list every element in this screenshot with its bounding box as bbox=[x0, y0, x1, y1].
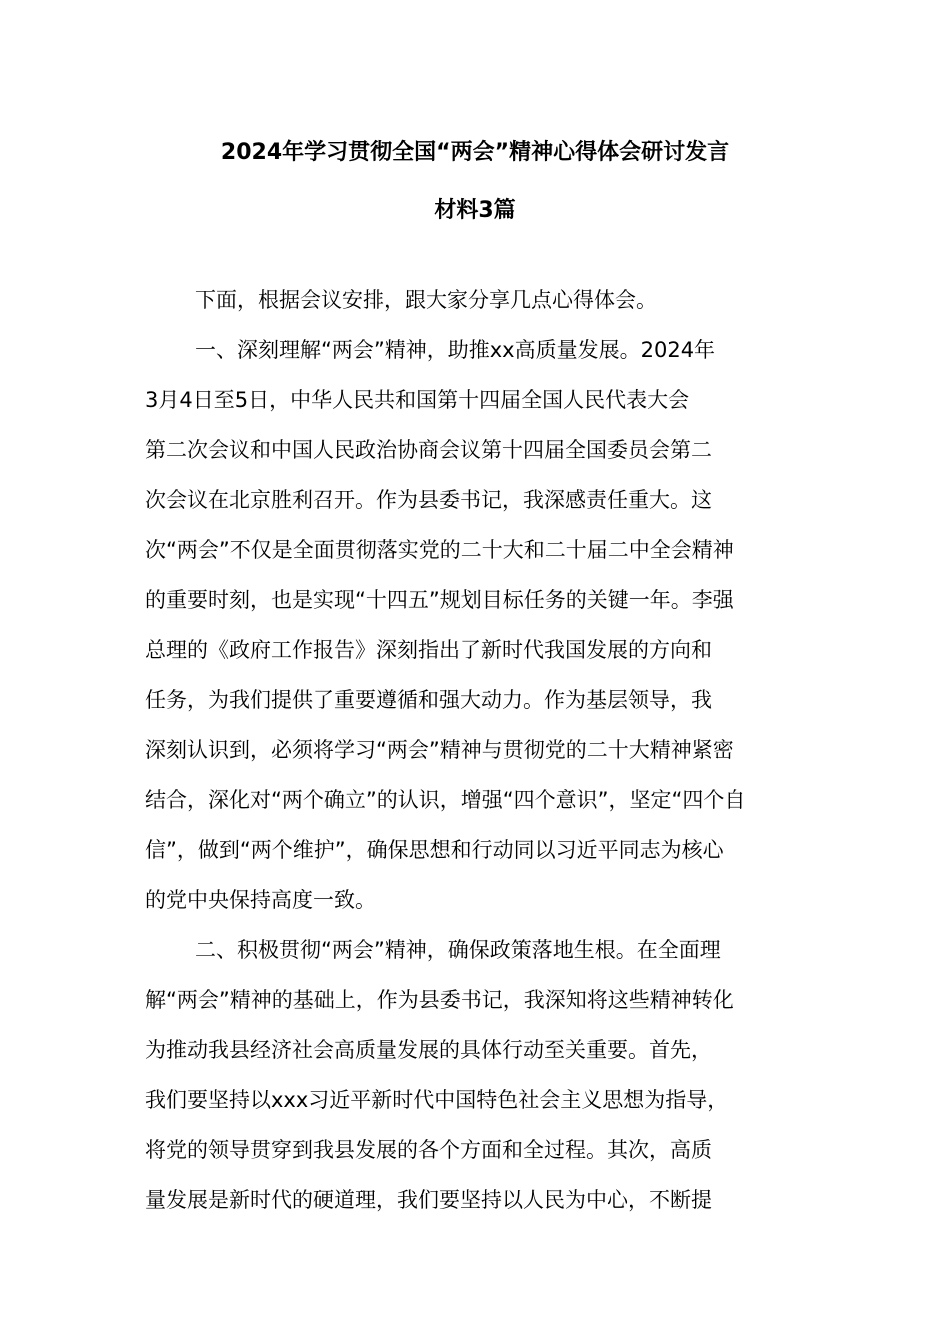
paragraph-1-line: 深刻认识到，必须将学习“两会”精神与贯彻党的二十大精神紧密 bbox=[145, 738, 734, 762]
paragraph-1-line: 第二次会议和中国人民政治协商会议第十四届全国委员会第二 bbox=[145, 438, 712, 462]
paragraph-1-line: 次会议在北京胜利召开。作为县委书记，我深感责任重大。这 bbox=[145, 488, 712, 512]
paragraph-2-line: 二、积极贯彻“两会”精神，确保政策落地生根。在全面理 bbox=[195, 938, 721, 962]
document-title bbox=[0, 130, 950, 234]
paragraph-1-line: 3月4日至5日，中华人民共和国第十四届全国人民代表大会 bbox=[145, 388, 690, 412]
paragraph-1-line: 的重要时刻，也是实现“十四五”规划目标任务的关键一年。李强 bbox=[145, 588, 734, 612]
paragraph-1-line: 信”，做到“两个维护”，确保思想和行动同以习近平同志为核心 bbox=[145, 838, 724, 862]
title-line-2: 材料3篇 bbox=[434, 198, 516, 223]
paragraph-2-line: 量发展是新时代的硬道理，我们要坚持以人民为中心，不断提 bbox=[145, 1188, 712, 1212]
paragraph-1-line: 任务，为我们提供了重要遵循和强大动力。作为基层领导，我 bbox=[145, 688, 712, 712]
paragraph-2-line: 解“两会”精神的基础上，作为县委书记，我深知将这些精神转化 bbox=[145, 988, 734, 1012]
paragraph-2-line: 为推动我县经济社会高质量发展的具体行动至关重要。首先， bbox=[145, 1038, 712, 1062]
paragraph-2-line: 将党的领导贯穿到我县发展的各个方面和全过程。其次，高质 bbox=[145, 1138, 712, 1162]
document-body bbox=[145, 282, 810, 1232]
paragraph-1-line: 总理的《政府工作报告》深刻指出了新时代我国发展的方向和 bbox=[145, 638, 712, 662]
paragraph-intro: 下面，根据会议安排，跟大家分享几点心得体会。 bbox=[195, 288, 657, 312]
paragraph-1-line: 结合，深化对“两个确立”的认识，增强“四个意识”，坚定“四个自 bbox=[145, 788, 746, 812]
paragraph-2-line: 我们要坚持以xxx习近平新时代中国特色社会主义思想为指导， bbox=[145, 1088, 729, 1112]
paragraph-1-line: 次“两会”不仅是全面贯彻落实党的二十大和二十届二中全会精神 bbox=[145, 538, 734, 562]
title-line-1: 2024年学习贯彻全国“两会”精神心得体会研讨发言 bbox=[220, 140, 730, 165]
paragraph-1-line: 的党中央保持高度一致。 bbox=[145, 888, 376, 912]
paragraph-1-line: 一、深刻理解“两会”精神，助推xx高质量发展。2024年 bbox=[195, 338, 716, 362]
